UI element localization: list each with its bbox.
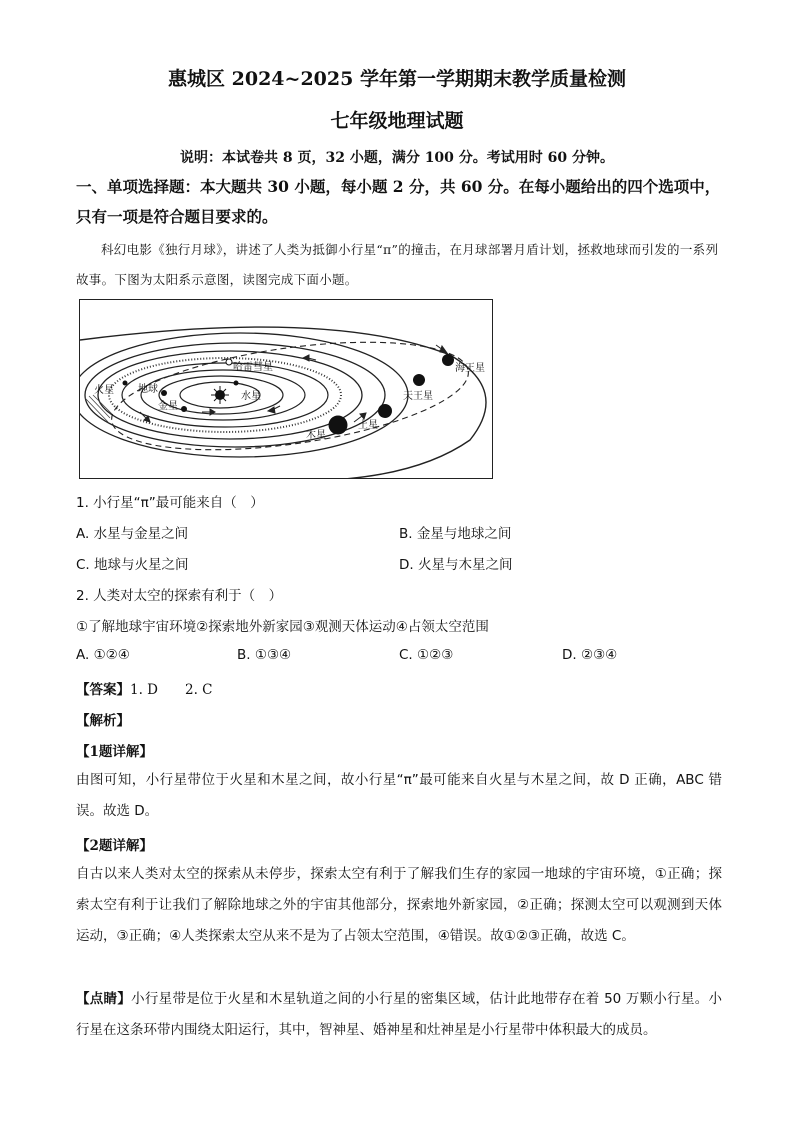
saturn-dot xyxy=(378,404,392,418)
question-intro: 科幻电影《独行月球》，讲述了人类为抵御小行星“π”的撞击，在月球部署月盾计划，拯救地球而引发的一系列故事。下图为太阳系示意图，读图完成下面小题。 xyxy=(76,242,719,287)
answer-text: 1. D 2. C xyxy=(130,682,213,698)
question-1-option-c: C. 地球与火星之间 xyxy=(76,557,189,573)
question-2-option-d: D. ②③④ xyxy=(562,647,618,663)
question-2-option-b: B. ①③④ xyxy=(237,647,292,663)
question-2-statements: ①了解地球宇宙环境②探索地外新家园③观测天体运动④占领太空范围 xyxy=(76,619,489,635)
neptune-orbit xyxy=(80,327,486,479)
label-mercury: 水星 xyxy=(241,391,261,402)
uranus-dot xyxy=(413,374,425,386)
solar-system-diagram xyxy=(79,299,493,479)
label-uranus: 天王星 xyxy=(403,391,433,402)
point-tag: 【点睛】 xyxy=(76,991,132,1007)
question-1-option-a: A. 水星与金星之间 xyxy=(76,526,189,542)
point-paragraph xyxy=(76,984,722,1046)
label-mars: 火星 xyxy=(94,385,114,396)
label-neptune: 海王星 xyxy=(455,363,485,374)
question-1-option-b: B. 金星与地球之间 xyxy=(399,526,512,542)
q2-detail-text: 自古以来人类对太空的探索从未停步，探索太空有利于了解我们生存的家园一地球的宇宙环境，①正确；探索太空有利于让我们了解除地球之外的宇宙其他部分，探索地外新家园，②正确；探测太空可以观测到天体运动，③正确；④人类探索太空从来不是为了占领太空范围，④错误。故①②③正确，故选 C。 xyxy=(76,866,722,944)
mars-dot xyxy=(123,381,128,386)
mercury-dot xyxy=(234,381,239,386)
answer-tag: 【答案】 xyxy=(76,682,130,698)
section-heading: 一、单项选择题：本大题共 30 小题，每小题 2 分，共 60 分。在每小题给出的四个选项中，只有一项是符合题目要求的。 xyxy=(76,177,721,226)
exam-note: 说明：本试卷共 8 页，32 小题，满分 100 分。考试用时 60 分钟。 xyxy=(179,150,615,166)
label-venus: 金星 xyxy=(158,401,178,412)
comet-dot xyxy=(226,359,232,365)
sun-icon xyxy=(211,386,229,404)
label-saturn: 土星 xyxy=(358,420,378,431)
label-earth: 地球 xyxy=(138,384,158,395)
label-comet: 哈雷彗星 xyxy=(233,362,273,373)
question-2-stem: 2. 人类对太空的探索有利于（ ） xyxy=(76,588,283,604)
question-1-option-d: D. 火星与木星之间 xyxy=(399,557,513,573)
point-text: 小行星带是位于火星和木星轨道之间的小行星的密集区域，估计此地带存在着 50 万颗小行星。小行星在这条环带内围绕太阳运行，其中，智神星、婚神星和灶神星是小行星带中体积最大的成员。 xyxy=(76,991,722,1038)
answer-line xyxy=(76,678,213,698)
q2-detail-tag: 【2题详解】 xyxy=(76,838,153,854)
earth-dot xyxy=(161,390,167,396)
jupiter-dot xyxy=(329,416,348,435)
label-jupiter: 木星 xyxy=(306,430,326,441)
question-2-option-c: C. ①②③ xyxy=(399,647,454,663)
question-1-stem: 1. 小行星“π”最可能来自（ ） xyxy=(76,495,264,511)
question-2-option-a: A. ①②④ xyxy=(76,647,130,663)
exam-title: 惠城区 2024~2025 学年第一学期期末教学质量检测 xyxy=(168,68,626,90)
neptune-dot xyxy=(442,354,454,366)
venus-dot xyxy=(181,406,187,412)
solar-system-svg xyxy=(80,300,493,479)
q1-detail-text: 由图可知，小行星带位于火星和木星之间，故小行星“π”最可能来自火星与木星之间，故 D 正确，ABC 错误。故选 D。 xyxy=(76,772,722,819)
q1-detail-tag: 【1题详解】 xyxy=(76,744,153,760)
analysis-tag: 【解析】 xyxy=(76,713,130,729)
exam-subtitle: 七年级地理试题 xyxy=(330,110,464,132)
